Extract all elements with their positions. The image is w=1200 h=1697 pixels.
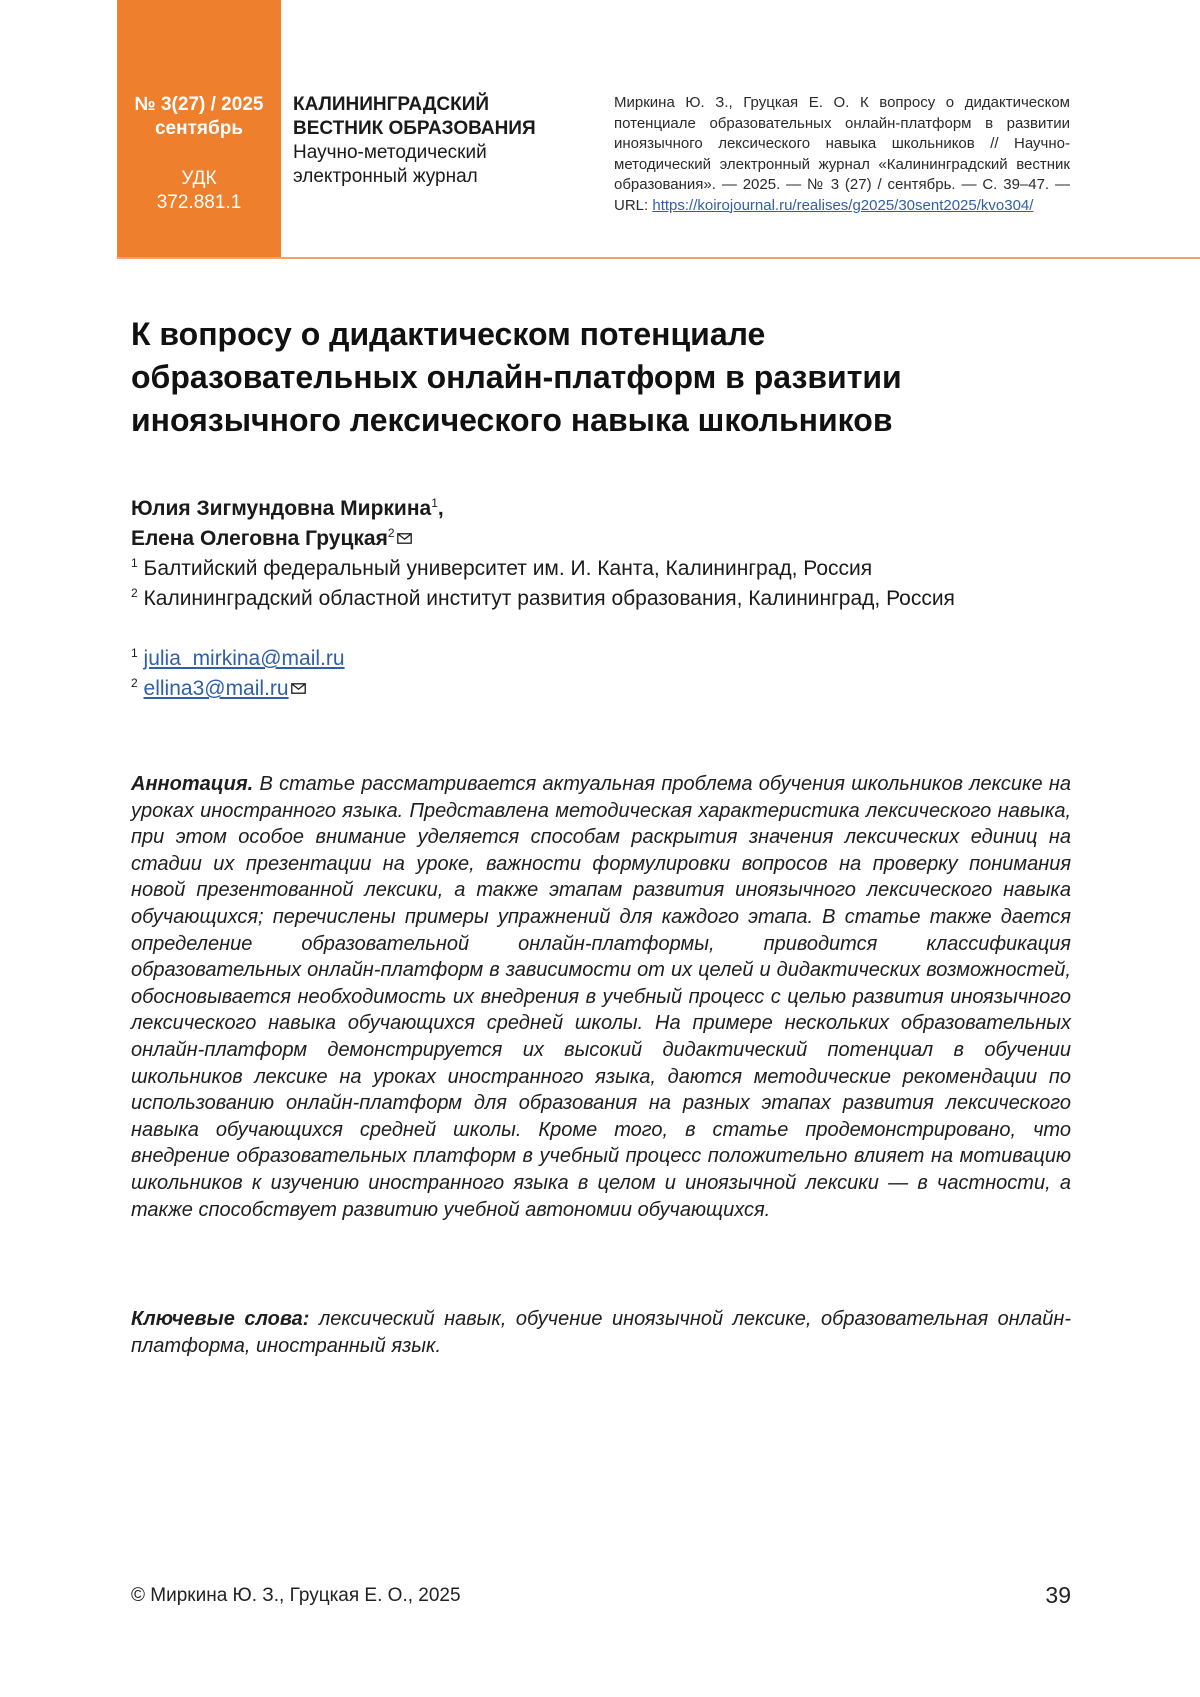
envelope-icon xyxy=(397,533,412,544)
email-2-link[interactable]: ellina3@mail.ru xyxy=(144,677,289,700)
envelope-icon xyxy=(291,683,306,694)
email-1-link[interactable]: julia_mirkina@mail.ru xyxy=(144,647,345,670)
article-title: К вопросу о дидактическом потенциале образовательных онлайн-платформ в развитии иноязычного лексического навыка школьников xyxy=(131,313,1031,442)
page-number: 39 xyxy=(1000,1581,1071,1609)
citation-block xyxy=(614,93,1070,216)
author-2 xyxy=(131,524,444,554)
keywords-label: Ключевые слова: xyxy=(131,1308,309,1330)
udk-label: УДК xyxy=(117,167,281,191)
email-2-line xyxy=(131,674,345,704)
author-2-name: Елена Олеговна Груцкая xyxy=(131,527,388,550)
abstract-label: Аннотация. xyxy=(131,773,253,795)
author-2-sup: 2 xyxy=(388,526,395,540)
keywords xyxy=(131,1306,1071,1359)
affiliations xyxy=(131,554,1071,614)
abstract xyxy=(131,771,1071,1223)
email-1-sup: 1 xyxy=(131,646,138,660)
journal-name: КАЛИНИНГРАДСКИЙ ВЕСТНИК ОБРАЗОВАНИЯ xyxy=(293,93,583,141)
author-1-name: Юлия Зигмундовна Миркина xyxy=(131,497,431,520)
citation-text: Миркина Ю. З., Груцкая Е. О. К вопросу о дидактическом потенциале образовательных онлайн-платформ в развитии иноязычного лексического навыка школьников // Научно-методический электронный журнал «Калининградский вестник образования». — 2025. — № 3 (27) / сентябрь. — С. 39–47. — URL: xyxy=(614,94,1070,214)
issue-number: № 3(27) / 2025 xyxy=(117,93,281,117)
header-divider xyxy=(117,257,1200,259)
affiliation-1-sup: 1 xyxy=(131,556,138,570)
email-2-sup: 2 xyxy=(131,676,138,690)
author-1-sup: 1 xyxy=(431,496,438,510)
affiliation-2-text: Калининградский областной институт развития образования, Калининград, Россия xyxy=(144,587,955,610)
journal-type: Научно-методический электронный журнал xyxy=(293,141,583,189)
citation-link[interactable]: https://koirojournal.ru/realises/g2025/30sent2025/kvo304/ xyxy=(652,197,1033,214)
author-1: Юлия Зигмундовна Миркина1, xyxy=(131,494,444,524)
issue-month: сентябрь xyxy=(117,117,281,141)
affiliation-2 xyxy=(131,584,1071,614)
udk-number: 372.881.1 xyxy=(117,191,281,215)
email-1-line xyxy=(131,644,345,674)
issue-badge xyxy=(117,0,281,258)
affiliation-1-text: Балтийский федеральный университет им. И. Канта, Калининград, Россия xyxy=(144,557,873,580)
affiliation-2-sup: 2 xyxy=(131,586,138,600)
affiliation-1 xyxy=(131,554,1071,584)
authors-block xyxy=(131,494,444,554)
abstract-text: В статье рассматривается актуальная проблема обучения школьников лексике на уроках иностранного языка. Представлена методическая характеристика лексического навыка, при этом особое внимание уделяется способам раскрытия значения лексических единиц на стадии их презентации на уроке, важности формулировки вопросов на проверку понимания новой презентованной лексики, а также этапам развития иноязычного лексического навыка обучающихся; перечислены примеры упражнений для каждого этапа. В статье также дается определение образовательной онлайн-платформы, приводится классификация образовательных онлайн-платформ в зависимости от их целей и дидактических возможностей, обосновывается необходимость их внедрения в учебный процесс с целью развития иноязычного лексического навыка обучающихся средней школы. На примере нескольких образовательных онлайн-платформ демонстрируется их высокий дидактический потенциал в обучении школьников лексике на уроках иностранного языка, даются методические рекомендации по использованию онлайн-платформ для образования на разных этапах развития лексического навыка обучающихся средней школы. Кроме того, в статье продемонстрировано, что внедрение образовательных платформ в учебный процесс положительно влияет на мотивацию школьников к изучению иностранного языка в целом и иноязычной лексики — в частности, а также способствует развитию учебной автономии обучающихся. xyxy=(131,773,1071,1221)
keywords-text: лексический навык, обучение иноязычной лексике, образовательная онлайн-платформа, иностранный язык. xyxy=(131,1308,1071,1357)
copyright: © Миркина Ю. З., Груцкая Е. О., 2025 xyxy=(131,1584,461,1608)
contact-emails xyxy=(131,644,345,704)
